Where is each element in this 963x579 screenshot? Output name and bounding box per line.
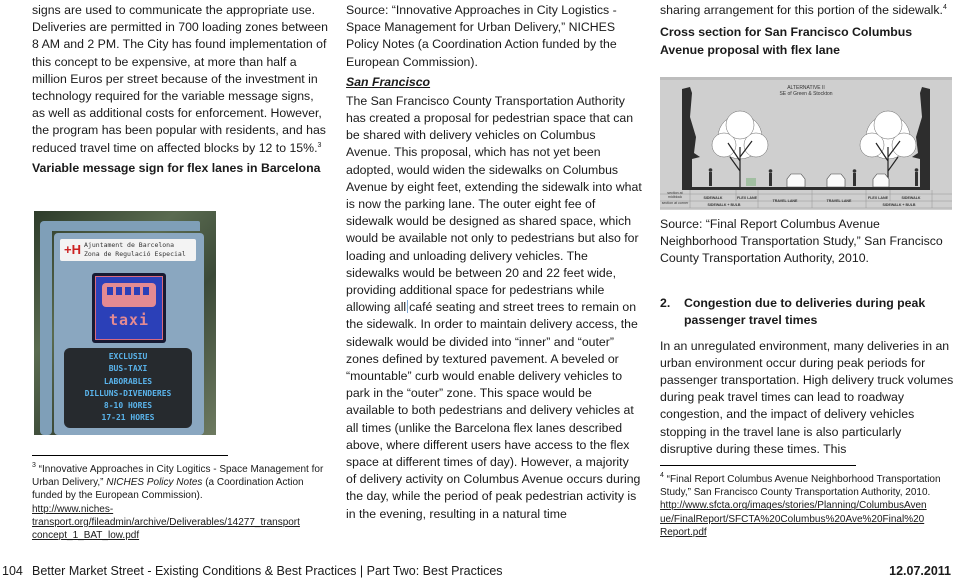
cell-travel-lane-right: TRAVEL LANE [826,199,852,203]
page-number: 104 [2,564,23,578]
sign-pictogram [92,273,166,343]
section-number: 2. [660,295,671,310]
sign-header [60,239,196,261]
continuation-paragraph: sharing arrangement for this portion of the sidewalk.$^4$ [660,3,947,17]
footnote-3: $^3$ “Innovative Approaches in City Logitics - Space Management for Urban Delivery,” NICHES Policy Notes (a Coordination Action funded by the European Commission). http://www.niches- transport.org/fileadmin/archive/Deliverables/14277_transport concept_1_BAT_low.pdf [32,462,324,542]
footnote-ref-3[interactable]: 3 [317,141,322,149]
cell-flex-lane-left: FLEX LANE [737,196,757,200]
san-francisco-paragraph: The San Francisco County Transportation Authority has created a proposal for pedestrian space that can be shared with delivery vehicles on Columbus Avenue. This proposal, which has not yet been adopted, would widen the sidewalks on Columbus Avenue by eight feet, extending the sidewalk into what is now the parking lane. The outer eight fee of sidewalk would be designed as shared space, which would be available not only to pedestrians but also for loading and unloading delivery vehicles. The sidewalks would be between 20 and 22 feet wide, providing additional space for pedestrians while allowing all café seating and street trees to remain on the sidewalk. In order to maintain delivery access, the sidewalk would be divided into “inner” and “outer” zones defined by textured pavement. A beveled or “mountable” curb would enable delivery vehicles to park in the “outer” zone. This space would be available to both pedestrians and delivery vehicles at all times (unlike the Barcelona flex lanes described above, where different users have access to the flex space at different times of day). However, a majority of delivery activity on Columbus Avenue occurs during the day, while the period of peak pedestrian activity is in the evening, resulting in a natural time [346,93,642,521]
footnote-4: $^4$ “Final Report Columbus Avenue Neighborhood Transportation Study,” San Francisco County Transportation Authority, 2010. http://www.sfcta.org/images/stories/Planning/ColumbusAven ue/FinalReport/SFCTA%20Columbus%20Ave%20Final%20 Report.pdf [660,472,941,538]
section-2-heading [660,295,956,329]
barcelona-logo-icon: +H [64,242,81,257]
cell-sidewalk-bulb-right: SIDEWALK + BULB [882,203,916,207]
figure-title-cross-section: Cross section for San Francisco Columbus Avenue proposal with flex lane [660,25,913,57]
congestion-paragraph: In an unregulated environment, many deliveries in an urban environment occur during peak periods for passenger transportation. High delivery truck volumes during peak travel times can lead to roadway congestion, and the impact of delivery vehicles stopping in the travel lane is also particularly disruptive during these times. This [660,338,954,456]
column-1 [32,0,328,177]
document-date: 12.07.2011 [889,564,951,578]
sign-board [54,233,204,435]
led-line: BUS-TAXI [108,364,148,374]
column-3-lower [660,216,956,458]
footnote-4-block [660,465,956,539]
barcelona-sign-photo [34,211,216,435]
cross-section-figure [660,77,952,210]
taxi-label: taxi [108,311,150,329]
row-label-corner: section at corner [661,201,689,205]
led-line: 8-10 HORES [103,401,153,411]
section-title: Congestion due to deliveries during peak passenger travel times [684,295,926,327]
led-line: EXCLUSIU [108,352,148,361]
cell-sidewalk-right: SIDEWALK [901,196,921,200]
footnote-divider [32,455,228,456]
column-3 [660,0,956,59]
led-line: LABORABLES [103,376,153,386]
cell-sidewalk-bulb-left: SIDEWALK + BULB [707,203,741,207]
sign-led-display [64,348,192,428]
footnote-3-link[interactable]: http://www.niches- transport.org/fileadmin/archive/Deliverables/14277_transport concept_1_BAT_low.pdf [32,503,300,542]
document-title: Better Market Street - Existing Conditions & Best Practices | Part Two: Best Practices [32,564,503,578]
cell-sidewalk-left: SIDEWALK [703,196,723,200]
sign-post [40,221,52,435]
column-2 [346,0,642,523]
cross-section-title: ALTERNATIVE II SE of Green & Stockton [779,85,833,97]
barcelona-source: Source: “Innovative Approaches in City Logistics - Space Management for Urban Delivery,” NICHES Policy Notes (a Coordination Action funded by the European Commission). [346,3,617,69]
led-line: DILLUNS-DIVENDERES [84,388,172,398]
footnote-ref-4[interactable]: 4 [942,4,947,11]
footnote-divider [660,465,856,466]
figure-title-barcelona: Variable message sign for flex lanes in Barcelona [32,160,321,175]
text-cursor [407,300,408,313]
led-line: 17-21 HORES [101,413,155,423]
sign-header-line-2: Zona de Regulació Especial [84,249,186,258]
cell-travel-lane-left: TRAVEL LANE [772,199,798,203]
barcelona-paragraph: signs are used to communicate the appropriate use. Deliveries are permitted in 700 loading zones between 8 AM and 2 PM. The City has found implementation of this concept to be expensive, at more than half a million Euros per street because of the investment in technology required for the variable message signs, as well as additional costs for enforcement. However, the program has been popular with residents, and has reduced travel time on affected blocks by 12 to 15%.$^3$ [32,3,328,155]
san-francisco-subheading: San Francisco [346,74,431,89]
cell-flex-lane-right: FLEX LANE [868,196,888,200]
sign-arm [40,221,200,231]
sign-header-line-1: Ajuntament de Barcelona [84,241,175,249]
page-footer [0,563,963,579]
footnote-3-block [32,455,328,542]
bus-icon [102,283,156,307]
footnote-4-link[interactable]: http://www.sfcta.org/images/stories/Planning/ColumbusAven ue/FinalReport/SFCTA%20Columbus%20Ave%20Final%20 Report.pdf [660,500,927,538]
cross-section-source: Source: “Final Report Columbus Avenue Neighborhood Transportation Study,” San Francisco County Transportation Authority, 2010. [660,217,943,266]
row-label-midblock: section at midblock [667,191,683,199]
